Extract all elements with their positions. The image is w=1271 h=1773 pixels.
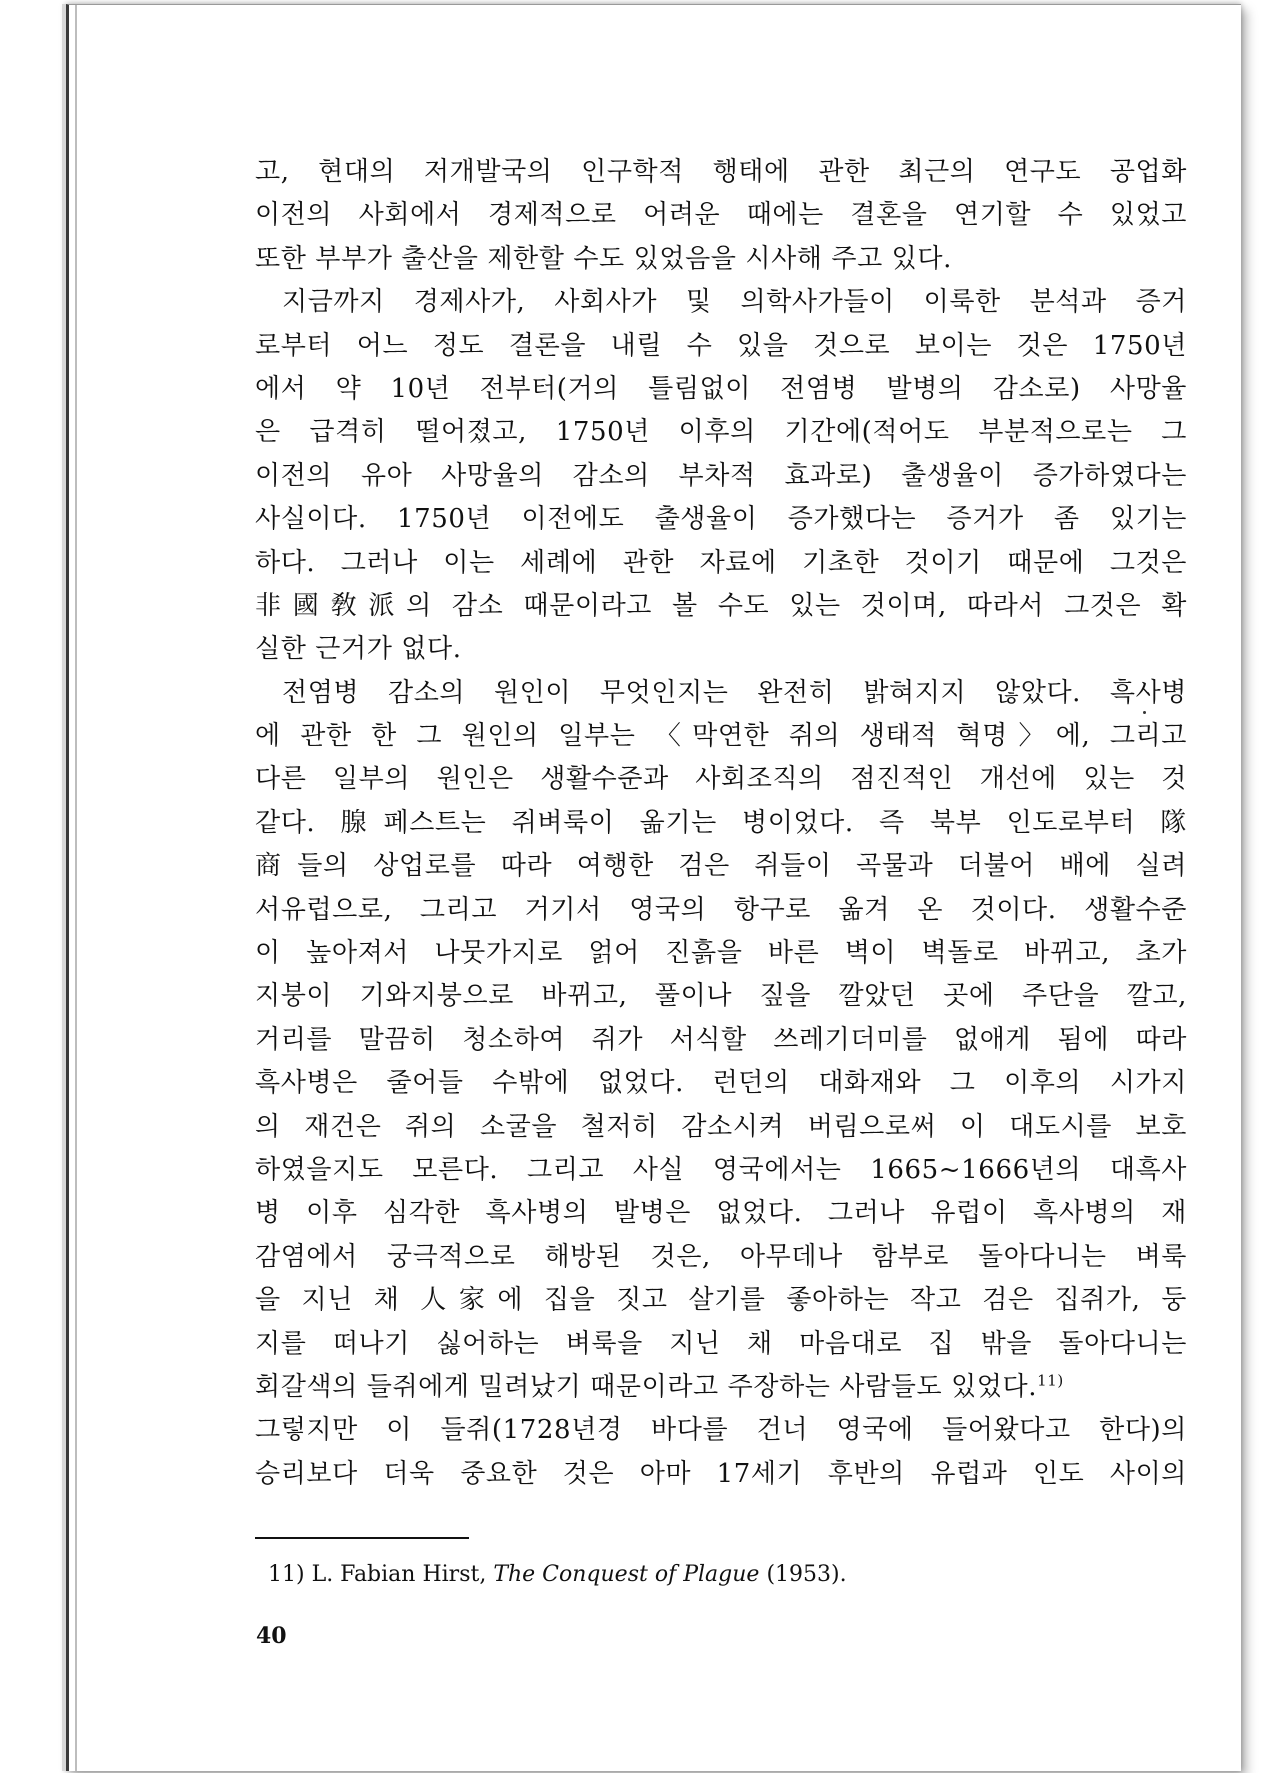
body-text <box>255 151 1187 1496</box>
text-line: 商들의 상업로를 따라 여행한 검은 쥐들이 곡물과 더불어 배에 실려 <box>255 851 1187 882</box>
text-line: 非國敎派의 감소 때문이라고 볼 수도 있는 것이며, 따라서 그것은 확 <box>255 590 1187 621</box>
page-speck <box>1143 711 1146 714</box>
text-line <box>255 1366 1187 1409</box>
text-line: 하다. 그러나 이는 세례에 관한 자료에 기초한 것이기 때문에 그것은 <box>255 547 1187 578</box>
footnote-author: L. Fabian Hirst, <box>311 1562 487 1587</box>
text-line: 지붕이 기와지붕으로 바뀌고, 풀이나 짚을 깔았던 곳에 주단을 깔고, <box>255 981 1187 1012</box>
text-line: 로부터 어느 정도 결론을 내릴 수 있을 것으로 보이는 것은 1750년 <box>255 330 1187 361</box>
text-line: 하였을지도 모른다. 그리고 사실 영국에서는 1665~1666년의 대흑사 <box>255 1154 1187 1185</box>
text-line: 지금까지 경제사가, 사회사가 및 의학사가들이 이룩한 분석과 증거 <box>282 287 1187 318</box>
text-line: 사실이다. 1750년 이전에도 출생율이 증가했다는 증거가 좀 있기는 <box>255 504 1187 535</box>
text-line: 또한 부부가 출산을 제한할 수도 있었음을 시사해 주고 있다. <box>255 243 952 274</box>
text-line: 은 급격히 떨어졌고, 1750년 이후의 기간에(적어도 부분적으로는 그 <box>255 417 1187 448</box>
text-line: 이 높아져서 나뭇가지로 얽어 진흙을 바른 벽이 벽돌로 바뀌고, 초가 <box>255 938 1187 969</box>
text-line-content: 회갈색의 들쥐에게 밀려났기 때문이라고 주장하는 사람들도 있었다. <box>255 1371 1038 1402</box>
text-line: 이전의 사회에서 경제적으로 어려운 때에는 결혼을 연기할 수 있었고 <box>255 200 1187 231</box>
text-line: 같다. 腺페스트는 쥐벼룩이 옮기는 병이었다. 즉 북부 인도로부터 隊 <box>255 807 1187 838</box>
footnote-title: The Conquest of Plague <box>493 1562 760 1587</box>
text-line: 다른 일부의 원인은 생활수준과 사회조직의 점진적인 개선에 있는 것 <box>255 764 1187 795</box>
text-line: 병 이후 심각한 흑사병의 발병은 없었다. 그러나 유럽이 흑사병의 재 <box>255 1198 1187 1229</box>
text-line: 실한 근거가 없다. <box>255 634 462 665</box>
text-line: 에 관한 한 그 원인의 일부는 〈막연한 쥐의 생태적 혁명〉에, 그리고 <box>255 721 1187 752</box>
text-line: 이전의 유아 사망율의 감소의 부차적 효과로) 출생율이 증가하였다는 <box>255 460 1187 491</box>
text-line: 거리를 말끔히 청소하여 쥐가 서식할 쓰레기더미를 없애게 됨에 따라 <box>255 1024 1187 1055</box>
text-line: 그렇지만 이 들쥐(1728년경 바다를 건너 영국에 들어왔다고 한다)의 <box>255 1415 1187 1446</box>
text-line: 의 재건은 쥐의 소굴을 철저히 감소시켜 버림으로써 이 대도시를 보호 <box>255 1111 1187 1142</box>
text-line: 전염병 감소의 원인이 무엇인지는 완전히 밝혀지지 않았다. 흑사병 <box>282 677 1187 708</box>
text-line: 에서 약 10년 전부터(거의 틀림없이 전염병 발병의 감소로) 사망율 <box>255 373 1187 404</box>
book-page <box>66 4 1241 1771</box>
text-line: 서유럽으로, 그리고 거기서 영국의 항구로 옮겨 온 것이다. 생활수준 <box>255 894 1187 925</box>
footnote-reference: 11) <box>1037 1371 1064 1390</box>
page-number: 40 <box>256 1623 287 1649</box>
footnote-number: 11) <box>268 1562 305 1587</box>
text-line: 지를 떠나기 싫어하는 벼룩을 지닌 채 마음대로 집 밖을 돌아다니는 <box>255 1328 1187 1359</box>
footnote-divider <box>255 1537 469 1539</box>
footnote-year: (1953). <box>766 1562 847 1587</box>
text-line: 고, 현대의 저개발국의 인구학적 행태에 관한 최근의 연구도 공업화 <box>255 157 1187 187</box>
footnote <box>268 1562 847 1587</box>
text-line: 승리보다 더욱 중요한 것은 아마 17세기 후반의 유럽과 인도 사이의 <box>255 1458 1187 1489</box>
text-line: 흑사병은 줄어들 수밖에 없었다. 런던의 대화재와 그 이후의 시가지 <box>255 1068 1187 1099</box>
text-line: 을 지닌 채 人家에 집을 짓고 살기를 좋아하는 작고 검은 집쥐가, 둥 <box>255 1285 1187 1316</box>
text-line: 감염에서 궁극적으로 해방된 것은, 아무데나 함부로 돌아다니는 벼룩 <box>255 1241 1187 1272</box>
